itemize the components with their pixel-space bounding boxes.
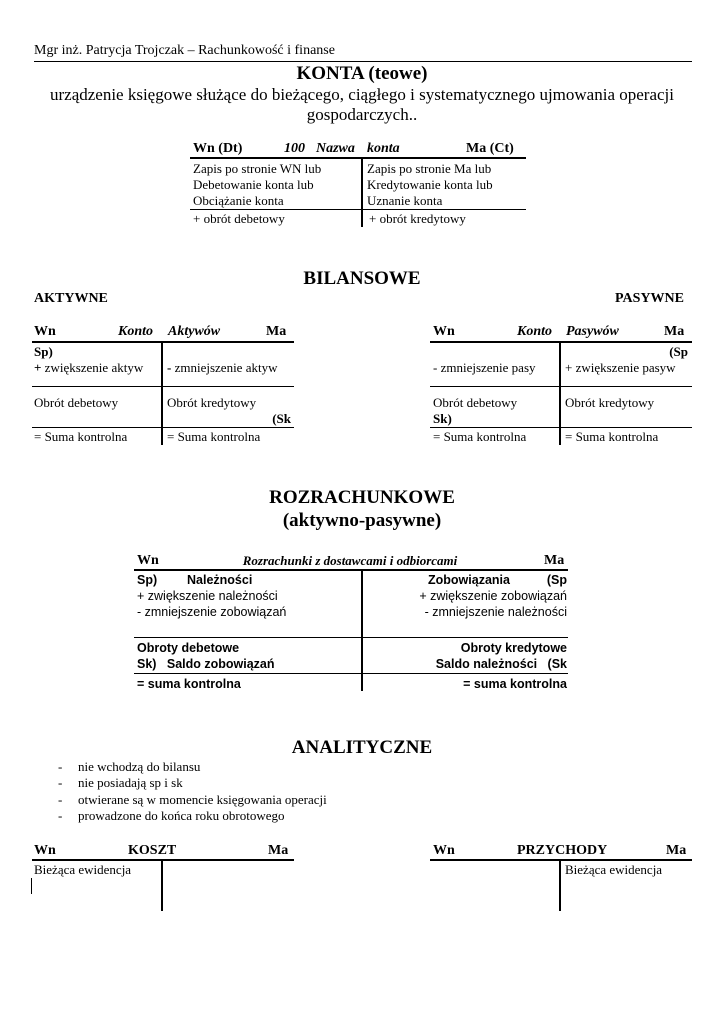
t-left-line2: Debetowanie konta lub: [193, 177, 314, 192]
przychody-name: PRZYCHODY: [517, 843, 608, 858]
aktyw-plus-sign: +: [34, 360, 42, 375]
pasyw-obrot-debet: Obrót debetowy: [433, 395, 518, 410]
aktyw-obrot-kredyt: Obrót kredytowy: [167, 395, 257, 410]
t-right-line2: Kredytowanie konta lub: [367, 177, 493, 192]
rozr-obroty-kredyt: Obroty kredytowe: [460, 641, 567, 655]
koszt-entry: Bieżąca ewidencja: [34, 862, 132, 877]
intro-desc-line1: urządzenie księgowe służące do bieżącego, ciągłego i systematycznego ujmowania operacji: [49, 85, 674, 104]
t-right-line1: Zapis po stronie Ma lub: [367, 161, 492, 176]
przychody-wn: Wn: [433, 843, 455, 858]
aktyw-obrot-debet: Obrót debetowy: [34, 395, 119, 410]
bullet-dash: -: [58, 775, 63, 790]
rozr-mid-rule: [134, 637, 568, 638]
pasyw-suma-right: = Suma kontrolna: [565, 429, 659, 444]
pasyw-top-rule: [430, 341, 692, 343]
bullet-item: nie posiadają sp i sk: [78, 775, 183, 790]
pasyw-name: Pasywów: [566, 324, 619, 339]
intro-desc-line2: gospodarczych..: [306, 105, 418, 124]
rozr-top-rule: [134, 569, 568, 571]
rozr-total-rule: [134, 673, 568, 674]
pasyw-sk: Sk): [433, 411, 452, 426]
rozr-ma: Ma: [544, 553, 565, 568]
koszt-wn: Wn: [34, 843, 56, 858]
t-right-line3: Uznanie konta: [367, 193, 443, 208]
pasyw-konto: Konto: [517, 324, 553, 339]
rozr-right-item1: + zwiększenie zobowiązań: [419, 589, 567, 603]
rozr-saldo-left: Sk) Saldo zobowiązań: [137, 657, 275, 671]
rozr-suma-right: = suma kontrolna: [463, 677, 567, 691]
t-left-line3: Obciążanie konta: [193, 193, 284, 208]
bilansowe-title: BILANSOWE: [303, 268, 421, 289]
rozr-obroty-debet: Obroty debetowe: [137, 641, 240, 655]
pasyw-minus: - zmniejszenie pasy: [433, 360, 536, 375]
rozr-naleznosci: Należności: [187, 573, 253, 587]
aktyw-sp: Sp): [34, 344, 53, 359]
author-header: Mgr inż. Patrycja Trojczak – Rachunkowość i finanse: [34, 43, 335, 58]
pasyw-sp: (Sp: [669, 344, 688, 359]
pasyw-mid-rule: [430, 386, 692, 387]
pasyw-total-rule: [430, 427, 692, 428]
aktyw-suma-left: = Suma kontrolna: [34, 429, 128, 444]
t-wn-label: Wn (Dt): [193, 141, 243, 156]
bullet-dash: -: [58, 792, 63, 807]
analityczne-title: ANALITYCZNE: [291, 737, 433, 758]
t-center-rule: [361, 157, 363, 227]
bullet-item: prowadzone do końca roku obrotowego: [78, 808, 285, 823]
rozr-right-item2: - zmniejszenie należności: [424, 605, 567, 619]
aktyw-ma: Ma: [266, 324, 287, 339]
aktyw-sk: (Sk: [272, 411, 291, 426]
przychody-entry: Bieżąca ewidencja: [565, 862, 663, 877]
t-right-total: + obrót kredytowy: [369, 211, 466, 226]
text-cursor: [31, 878, 32, 894]
przychody-top-rule: [430, 859, 692, 861]
bullet-item: otwierane są w momencie księgowania operacji: [78, 792, 327, 807]
rozr-sp-right: (Sp: [546, 573, 567, 587]
przychody-ma: Ma: [666, 843, 687, 858]
pasyw-wn: Wn: [433, 324, 455, 339]
rozrachunkowe-title: ROZRACHUNKOWE: [269, 487, 455, 508]
aktyw-total-rule: [32, 427, 294, 428]
koszt-top-rule: [32, 859, 294, 861]
bullet-item: nie wchodzą do bilansu: [78, 759, 201, 774]
rozr-wn: Wn: [137, 553, 159, 568]
koszt-ma: Ma: [268, 843, 289, 858]
rozr-suma-left: = suma kontrolna: [137, 677, 241, 691]
rozrachunkowe-subtitle: (aktywno-pasywne): [282, 510, 442, 531]
t-top-rule: [190, 157, 526, 159]
t-left-line1: Zapis po stronie WN lub: [193, 161, 322, 176]
t-ma-label: Ma (Ct): [466, 141, 514, 156]
aktyw-name: Aktywów: [168, 324, 221, 339]
pasyw-suma-left: = Suma kontrolna: [433, 429, 527, 444]
aktyw-minus-sign: -: [167, 360, 172, 375]
pasyw-ma: Ma: [664, 324, 685, 339]
rozr-left-item2: - zmniejszenie zobowiązań: [137, 605, 287, 619]
aktyw-wn: Wn: [34, 324, 56, 339]
aktyw-suma-right: = Suma kontrolna: [167, 429, 261, 444]
rozr-saldo-right: Saldo należności (Sk: [435, 657, 567, 671]
aktyw-konto: Konto: [118, 324, 154, 339]
aktyw-minus: zmniejszenie aktyw: [174, 360, 278, 375]
pasywne-label: PASYWNE: [615, 291, 684, 306]
pasyw-plus: + zwiększenie pasyw: [565, 360, 676, 375]
pasyw-obrot-kredyt: Obrót kredytowy: [565, 395, 655, 410]
aktyw-top-rule: [32, 341, 294, 343]
aktyw-center-rule: [161, 341, 163, 445]
t-konta: konta: [367, 141, 400, 156]
rozr-zobowiazania: Zobowiązania: [428, 573, 510, 587]
bullet-dash: -: [58, 759, 63, 774]
rozr-name: Rozrachunki z dostawcami i odbiorcami: [242, 553, 458, 568]
bullet-dash: -: [58, 808, 63, 823]
rozr-left-item1: + zwiększenie należności: [137, 589, 278, 603]
rozr-sp-left: Sp): [137, 573, 158, 587]
koszt-name: KOSZT: [128, 843, 177, 858]
t-num: 100: [284, 141, 305, 156]
t-left-total: + obrót debetowy: [193, 211, 285, 226]
aktywne-label: AKTYWNE: [34, 291, 108, 306]
aktyw-plus: zwiększenie aktyw: [44, 360, 144, 375]
aktyw-mid-rule: [32, 386, 294, 387]
pasyw-center-rule: [559, 341, 561, 445]
koszt-center-rule: [161, 859, 163, 911]
t-nazwa: Nazwa: [316, 141, 355, 156]
page-title: KONTA (teowe): [296, 63, 428, 84]
t-total-rule: [190, 209, 526, 210]
przychody-center-rule: [559, 859, 561, 911]
